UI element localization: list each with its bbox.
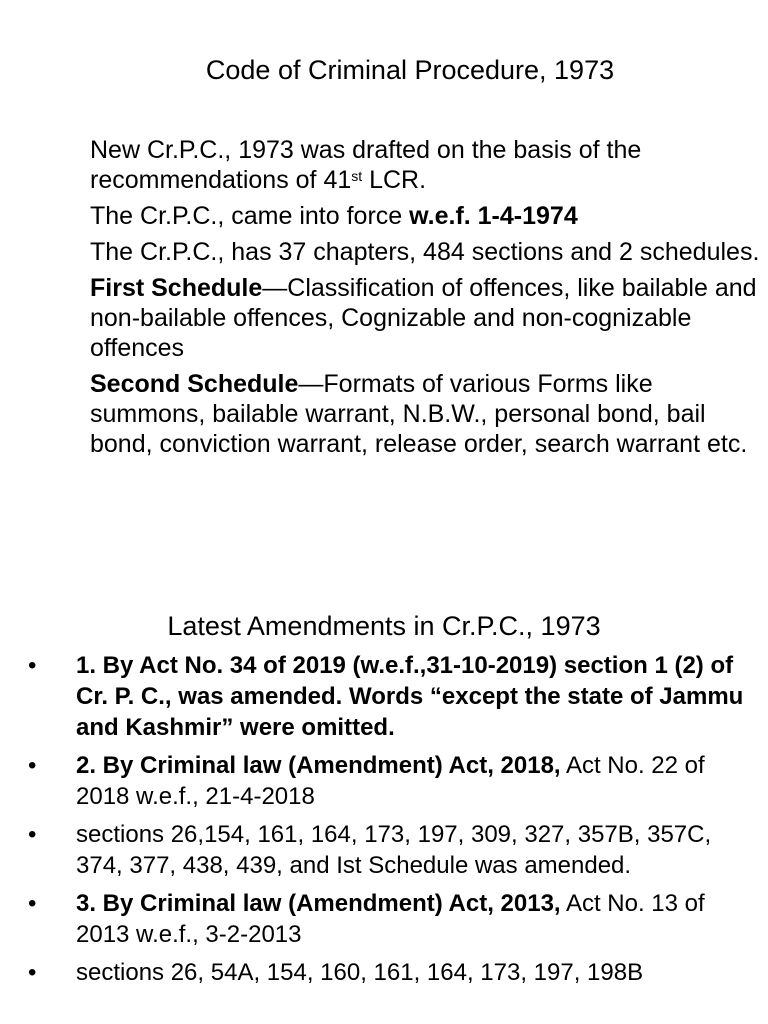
paragraph-text: New Cr.P.C., 1973 was drafted on the basis of the recommendations of 41 <box>90 136 642 194</box>
list-item <box>26 888 756 950</box>
bullet-icon: • <box>28 890 37 917</box>
bold-text: 2. By Criminal law (Amendment) Act, 2018, <box>76 752 561 779</box>
bold-text: 3. By Criminal law (Amendment) Act, 2013, <box>76 890 561 917</box>
paragraph-chapters <box>90 237 760 267</box>
bullet-icon: • <box>28 821 37 848</box>
paragraph-first-schedule <box>90 273 760 363</box>
page-title: Code of Criminal Procedure, 1973 <box>205 55 615 85</box>
bullet-icon: • <box>28 752 37 779</box>
bold-text: w.e.f. 1-4-1974 <box>409 202 578 230</box>
paragraph-text: LCR. <box>362 166 427 194</box>
paragraph-second-schedule <box>90 369 760 459</box>
bold-text: First Schedule <box>90 274 263 302</box>
item-text: sections 26, 54A, 154, 160, 161, 164, 173, 197, 198B <box>76 959 644 986</box>
section-title: Latest Amendments in Cr.P.C., 1973 <box>167 611 601 641</box>
paragraph-drafting <box>90 135 760 195</box>
bullet-icon: • <box>28 652 37 679</box>
item-text: Act No. 13 of 2013 w.e.f., 3-2-2013 <box>76 890 705 948</box>
bullet-icon: • <box>28 959 37 986</box>
list-item <box>26 819 756 881</box>
superscript: st <box>351 168 363 184</box>
list-item <box>26 957 756 988</box>
list-item <box>26 750 756 812</box>
paragraph-text: The Cr.P.C., came into force <box>90 202 410 230</box>
amendments-list <box>26 650 756 995</box>
paragraph-text: —Formats of various Forms like summons, bailable warrant, N.B.W., personal bond, bail bond, conviction warrant, release order, search warrant etc. <box>90 370 748 458</box>
bold-text: 1. By Act No. 34 of 2019 (w.e.f.,31-10-2019) section 1 (2) of Cr. P. C., was amended. Words “except the state of Jammu and Kashmir” were omitted. <box>76 652 744 741</box>
list-item <box>26 650 756 743</box>
paragraph-text: —Classification of offences, like bailable and non-bailable offences, Cognizable and non-cognizable offences <box>90 274 757 362</box>
intro-block <box>90 135 760 465</box>
item-text: Act No. 22 of 2018 w.e.f., 21-4-2018 <box>76 752 705 810</box>
paragraph-text: The Cr.P.C., has 37 chapters, 484 sections and 2 schedules. <box>90 238 760 266</box>
bold-text: Second Schedule <box>90 370 299 398</box>
paragraph-in-force <box>90 201 760 231</box>
item-text: sections 26,154, 161, 164, 173, 197, 309, 327, 357B, 357C, 374, 377, 438, 439, and Ist Schedule was amended. <box>76 821 712 879</box>
